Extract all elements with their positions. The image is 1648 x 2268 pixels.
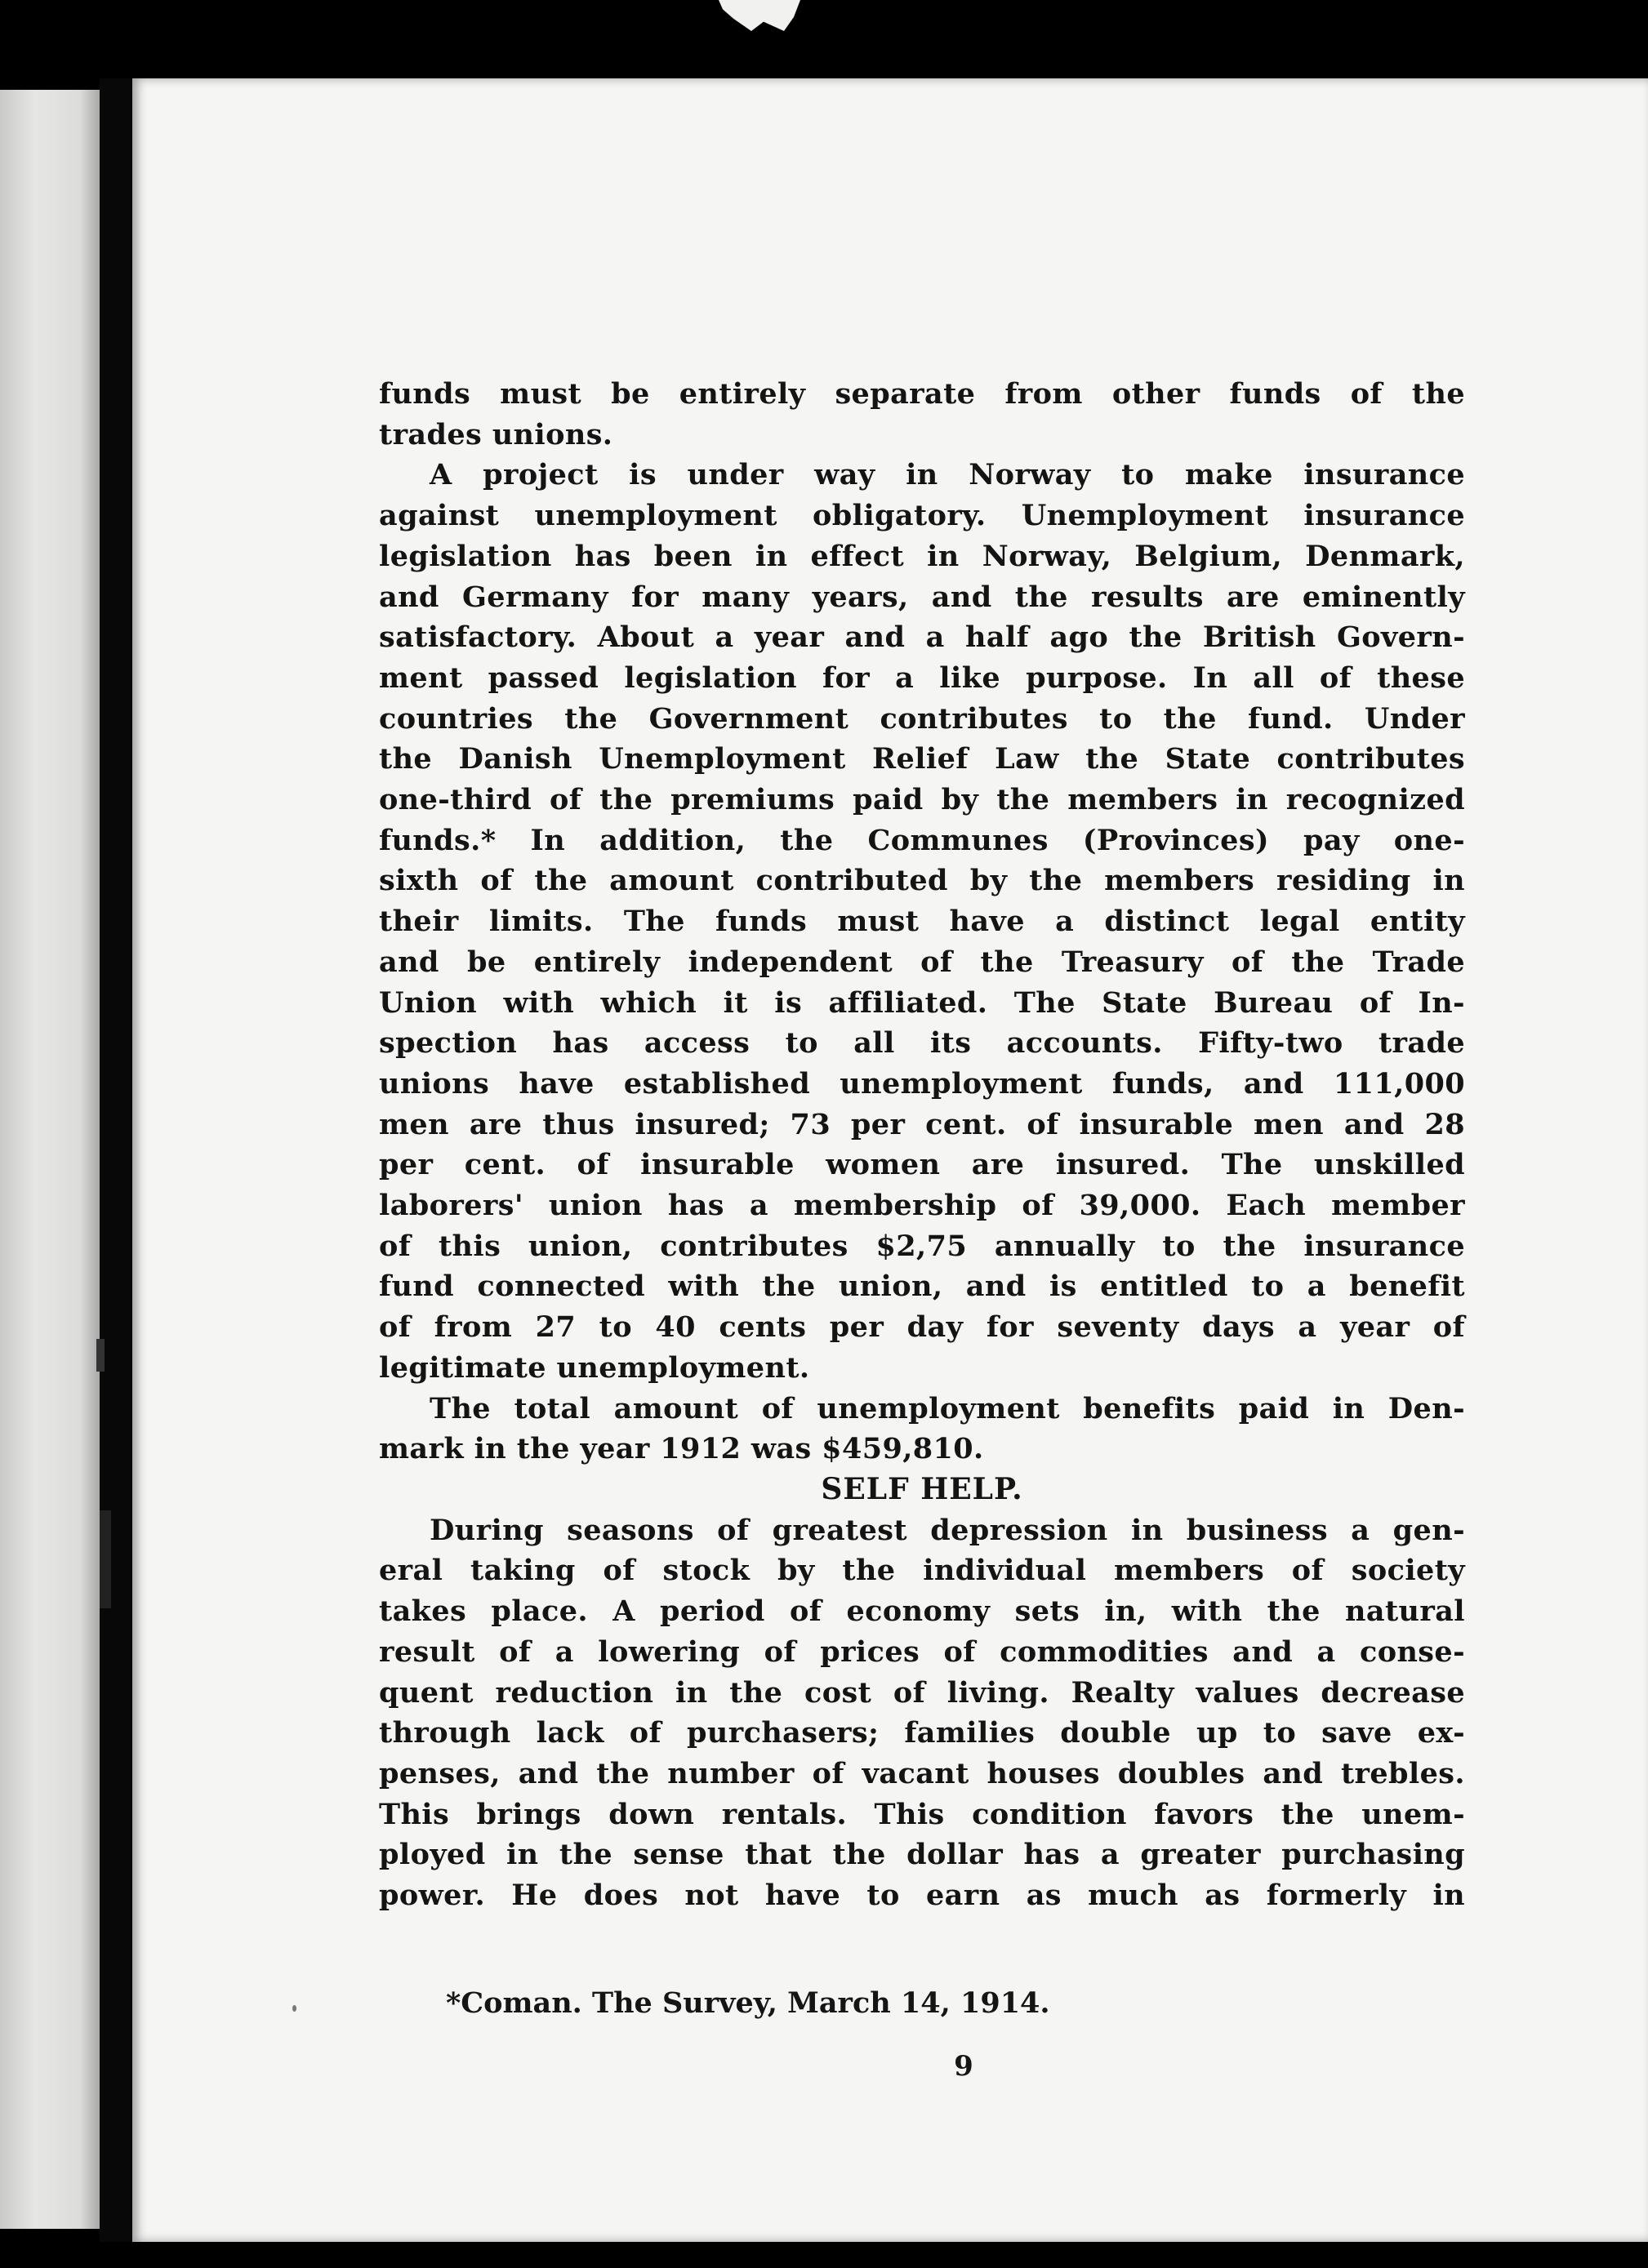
section-heading: SELF HELP.: [821, 1471, 1023, 1506]
text-line: eral taking of stock by the individual members of society: [379, 1554, 1465, 1588]
text-line: mark in the year 1912 was $459,810.: [379, 1432, 984, 1466]
text-line: men are thus insured; 73 per cent. of insurable men and 28: [379, 1107, 1465, 1141]
text-line: countries the Government contributes to the fund. Under: [379, 701, 1465, 736]
text-line: funds must be entirely separate from other funds of the: [379, 377, 1465, 411]
text-line: The total amount of unemployment benefits paid in Den-: [430, 1391, 1465, 1425]
text-line: funds.* In addition, the Communes (Provinces) pay one-: [379, 823, 1465, 857]
text-line: quent reduction in the cost of living. Realty values decrease: [379, 1675, 1465, 1710]
document-page: [132, 78, 1648, 2242]
text-line: During seasons of greatest depression in business a gen-: [430, 1513, 1465, 1547]
text-line: fund connected with the union, and is entitled to a benefit: [379, 1270, 1465, 1304]
page-number-row: [132, 2050, 1648, 2083]
text-line: satisfactory. About a year and a half ago the British Govern-: [379, 620, 1465, 655]
text-line: trades unions.: [379, 417, 613, 451]
text-line: takes place. A period of economy sets in, with the natural: [379, 1594, 1465, 1629]
previous-page-edge: [0, 90, 100, 2229]
text-line: one-third of the premiums paid by the members in recognized: [379, 783, 1465, 817]
text-line: legislation has been in effect in Norway, Belgium, Denmark,: [379, 539, 1465, 573]
text-line: penses, and the number of vacant houses doubles and trebles.: [379, 1756, 1465, 1790]
page-number: 9: [954, 2050, 973, 2083]
body-text: [379, 374, 1465, 1916]
text-line: legitimate unemployment.: [379, 1350, 810, 1385]
section-paragraphs: [379, 1510, 1465, 1916]
text-line: through lack of purchasers; families double up to save ex-: [379, 1716, 1465, 1750]
text-line: sixth of the amount contributed by the members residing in: [379, 864, 1465, 898]
torn-paper-scrap: [719, 0, 800, 31]
text-line: per cent. of insurable women are insured. The unskilled: [379, 1148, 1465, 1182]
text-line: laborers' union has a membership of 39,000. Each member: [379, 1189, 1465, 1223]
text-line: unions have established unemployment funds, and 111,000: [379, 1066, 1465, 1101]
text-line: A project is under way in Norway to make insurance: [430, 458, 1465, 492]
text-line: spection has access to all its accounts. Fifty-two trade: [379, 1026, 1465, 1061]
text-line: ployed in the sense that the dollar has a greater purchasing: [379, 1838, 1465, 1872]
dust-speck: [292, 2005, 296, 2012]
book-spine-gutter: [100, 78, 132, 2242]
text-line: against unemployment obligatory. Unemployment insurance: [379, 499, 1465, 533]
text-line: This brings down rentals. This condition favors the unem-: [379, 1797, 1465, 1831]
text-line: power. He does not have to earn as much as formerly in: [379, 1879, 1465, 1913]
body-paragraphs: [379, 374, 1465, 1470]
text-line: the Danish Unemployment Relief Law the State contributes: [379, 742, 1465, 776]
spine-mark: [100, 1510, 111, 1608]
footnote: *Coman. The Survey, March 14, 1914.: [446, 1986, 1050, 2020]
text-line: their limits. The funds must have a distinct legal entity: [379, 905, 1465, 939]
text-line: Union with which it is affiliated. The State Bureau of In-: [379, 985, 1465, 1020]
text-line: result of a lowering of prices of commodities and a conse-: [379, 1634, 1465, 1669]
text-line: of this union, contributes $2,75 annually to the insurance: [379, 1229, 1465, 1263]
text-line: and be entirely independent of the Treasury of the Trade: [379, 945, 1465, 979]
text-line: ment passed legislation for a like purpose. In all of these: [379, 660, 1465, 695]
text-line: of from 27 to 40 cents per day for seventy days a year of: [379, 1310, 1465, 1345]
text-line: and Germany for many years, and the results are eminently: [379, 580, 1465, 614]
spine-mark: [96, 1339, 105, 1372]
